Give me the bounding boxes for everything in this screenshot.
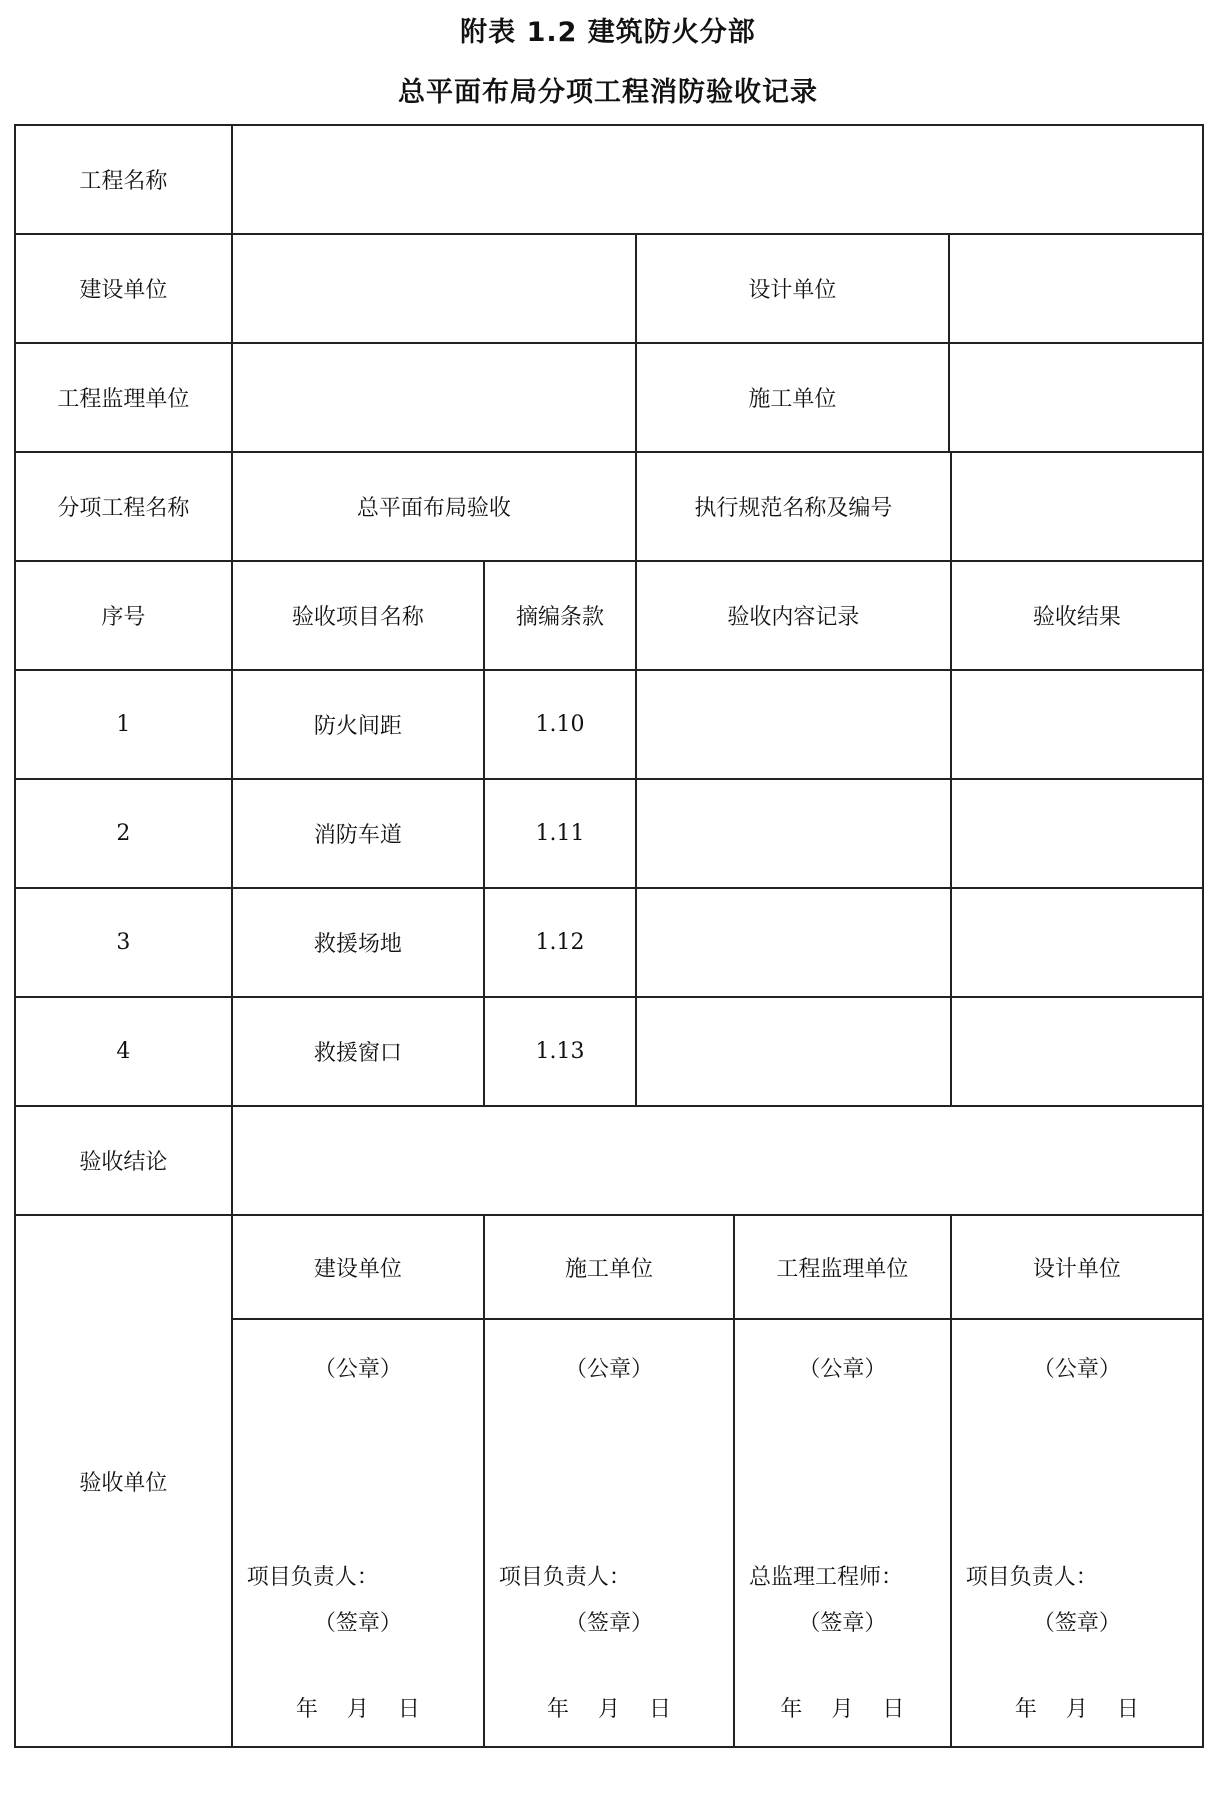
signoff-cell[interactable] [734,1319,951,1747]
field-supervision-unit[interactable] [232,343,636,452]
signature-label: （签章） [1032,1611,1121,1636]
col-header-record: 验收内容记录 [636,561,951,670]
item-result-field[interactable] [951,888,1203,997]
field-construction-unit[interactable] [232,234,636,343]
item-index: 3 [15,888,232,997]
item-index: 1 [15,670,232,779]
signoff-unit-name: 设计单位 [951,1215,1203,1319]
item-name: 救援场地 [232,888,484,997]
label-design-unit: 设计单位 [636,234,949,343]
item-clause: 1.10 [484,670,636,779]
row-sub-project [15,452,1203,561]
field-project-name[interactable] [232,125,1203,234]
value-sub-project-name: 总平面布局验收 [232,452,636,561]
item-result-field[interactable] [951,670,1203,779]
label-acceptance-units: 验收单位 [15,1215,232,1747]
row-supervision-unit [15,343,1203,452]
col-header-result: 验收结果 [951,561,1203,670]
date-label: 年 月 日 [1014,1697,1139,1722]
seal-label: （公章） [313,1357,402,1382]
seal-label: （公章） [564,1357,653,1382]
field-design-unit[interactable] [949,234,1203,343]
label-project-name: 工程名称 [15,125,232,234]
table-row [15,670,1203,779]
field-builder-unit[interactable] [949,343,1203,452]
row-signoff-units [15,1215,1203,1319]
item-name: 防火间距 [232,670,484,779]
item-name: 消防车道 [232,779,484,888]
field-standard-name[interactable] [951,452,1203,561]
signer-label: 项目负责人： [498,1565,631,1590]
col-header-clause: 摘编条款 [484,561,636,670]
seal-label: （公章） [798,1357,887,1382]
signoff-unit-name: 工程监理单位 [734,1215,951,1319]
col-header-item-name: 验收项目名称 [232,561,484,670]
row-conclusion [15,1106,1203,1215]
label-builder-unit: 施工单位 [636,343,949,452]
label-construction-unit: 建设单位 [15,234,232,343]
table-row [15,779,1203,888]
item-record-field[interactable] [636,888,951,997]
page-title: 附表 1.2 建筑防火分部 [460,17,756,48]
row-column-headers [15,561,1203,670]
page-subtitle: 总平面布局分项工程消防验收记录 [398,77,818,108]
label-supervision-unit: 工程监理单位 [15,343,232,452]
signoff-unit-name: 建设单位 [232,1215,484,1319]
signature-label: （签章） [798,1611,887,1636]
signature-label: （签章） [564,1611,653,1636]
date-label: 年 月 日 [780,1697,905,1722]
field-conclusion[interactable] [232,1106,1203,1215]
item-clause: 1.11 [484,779,636,888]
item-index: 4 [15,997,232,1106]
date-label: 年 月 日 [546,1697,671,1722]
item-clause: 1.13 [484,997,636,1106]
signer-label: 项目负责人： [965,1565,1098,1590]
row-project-name [15,125,1203,234]
signoff-cell[interactable] [484,1319,734,1747]
item-result-field[interactable] [951,779,1203,888]
signer-label: 项目负责人： [246,1565,379,1590]
label-standard-name: 执行规范名称及编号 [636,452,951,561]
label-sub-project-name: 分项工程名称 [15,452,232,561]
item-record-field[interactable] [636,997,951,1106]
signer-label: 总监理工程师： [749,1565,904,1590]
table-row [15,888,1203,997]
item-index: 2 [15,779,232,888]
signoff-unit-name: 施工单位 [484,1215,734,1319]
item-name: 救援窗口 [232,997,484,1106]
acceptance-record-table [14,124,1204,1748]
signoff-cell[interactable] [951,1319,1203,1747]
seal-label: （公章） [1032,1357,1121,1382]
row-construction-unit [15,234,1203,343]
signoff-cell[interactable] [232,1319,484,1747]
table-row [15,997,1203,1106]
item-record-field[interactable] [636,779,951,888]
item-record-field[interactable] [636,670,951,779]
label-conclusion: 验收结论 [15,1106,232,1215]
item-result-field[interactable] [951,997,1203,1106]
col-header-index: 序号 [15,561,232,670]
signature-label: （签章） [313,1611,402,1636]
date-label: 年 月 日 [295,1697,420,1722]
item-clause: 1.12 [484,888,636,997]
